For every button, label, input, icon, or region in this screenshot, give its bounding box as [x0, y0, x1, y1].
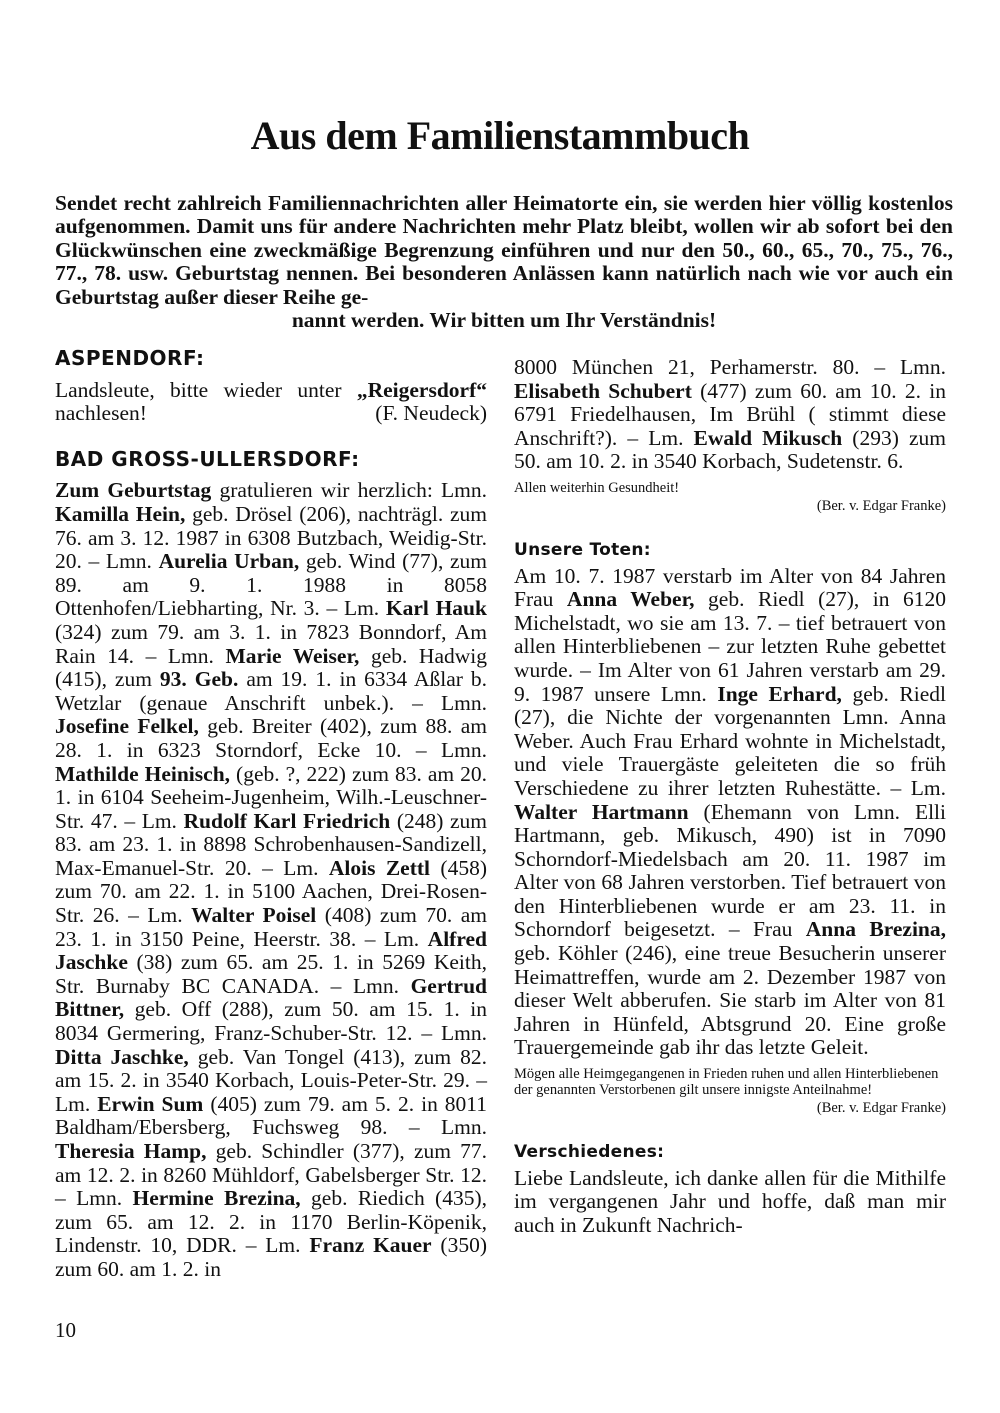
- section-heading-verschiedenes: Verschiedenes:: [514, 1142, 665, 1163]
- page-number: 10: [55, 1318, 76, 1342]
- intro-text-last: nannt werden. Wir bitten um Ihr Verständnis!: [291, 308, 717, 333]
- birthday-signature: (Ber. v. Edgar Franke): [816, 497, 946, 514]
- section-heading-aspendorf: ASPENDORF:: [55, 346, 205, 370]
- aspendorf-paragraph: Landsleute, bitte wieder unter „Reigersdorf“ nachlesen!: [55, 377, 487, 426]
- misc-paragraph: Liebe Landsleute, ich danke allen für die Mithilfe im vergangenen Jahr und hoffe, daß man mir auch in Zukunft Nachrich-: [514, 1165, 946, 1237]
- section-heading-bad-gross-ullersdorf: BAD GROSS-ULLERSDORF:: [55, 446, 360, 471]
- left-column: [55, 347, 487, 1282]
- obituary-paragraph: Am 10. 7. 1987 verstarb im Alter von 84 Jahren Frau Anna Weber, geb. Riedl (27), in 6120 Michelstadt, wo sie am 13. 7. – tief betrauert von allen Hinterbliebenen – zur letzten Ruhe gebettet wurde. – Im Alter von 61 Jahren verstarb am 29. 9. 1987 unsere Lmn. Inge Erhard, geb. Riedl (27), die Nichte der vorgenannten Lmn. Anna Weber. Auch Frau Erhard wohnte in Michelstadt, und viele Trauergäste geleiteten die so früh Verschiedene zu ihrer letzten Ruhestätte. – Lm. Walter Hartmann (Ehemann von Lmn. Elli Hartmann, geb. Mikusch, 490) ist in 7090 Schorndorf-Miedelsbach am 20. 11. 1987 im Alter von 68 Jahren verstorben. Tief betrauert von den Hinterbliebenen wurde er am 23. 11. in Schorndorf beigesetzt. – Frau Anna Brezina, geb. Köhler (246), eine treue Besucherin unserer Heimattreffen, wurde am 2. Dezember 1987 von dieser Welt abberufen. Sie starb im Alter von 81 Jahren in Hünfeld, Abtsgrund 20. Eine große Trauergemeinde gab ihr das letzte Geleit.: [514, 563, 946, 1060]
- birthday-paragraph: Zum Geburtstag gratulieren wir herzlich: Lmn. Kamilla Hein, geb. Drösel (206), nachträgl. zum 76. am 3. 12. 1987 in 6308 Butzbach, Weidig-Str. 20. – Lmn. Aurelia Urban, geb. Wind (77), zum 89. am 9. 1. 1988 in 8058 Ottenhofen/Liebharting, Nr. 3. – Lm. Karl Hauk (324) zum 79. am 3. 1. in 7823 Bonndorf, Am Rain 14. – Lmn. Marie Weiser, geb. Hadwig (415), zum 93. Geb. am 19. 1. in 6334 Aßlar b. Wetzlar (genaue Anschrift unbek.). – Lmn. Josefine Felkel, geb. Breiter (402), zum 88. am 28. 1. in 6323 Storndorf, Ecke 10. – Lmn. Mathilde Heinisch, (geb. ?, 222) zum 83. am 20. 1. in 6104 Seeheim-Jugenheim, Wilh.-Leuschner-Str. 47. – Lm. Rudolf Karl Friedrich (248) zum 83. am 23. 1. in 8898 Schrobenhausen-Sandizell, Max-Emanuel-Str. 20. – Lm. Alois Zettl (458) zum 70. am 22. 1. in 5100 Aachen, Drei-Rosen-Str. 26. – Lm. Walter Poisel (408) zum 70. am 23. 1. in 3150 Peine, Heerstr. 38. – Lm. Alfred Jaschke (38) zum 65. am 25. 1. in 5269 Keith, Str. Burnaby BC CANADA. – Lmn. Gertrud Bittner, geb. Off (288), zum 50. am 15. 1. in 8034 Germering, Franz-Schuber-Str. 12. – Lmn. Ditta Jaschke, geb. Van Tongel (413), zum 82. am 15. 2. in 3540 Korbach, Louis-Peter-Str. 29. – Lm. Erwin Sum (405) zum 79. am 5. 2. in 8011 Baldham/Ebersberg, Fuchsweg 98. – Lmn. Theresia Hamp, geb. Schindler (377), zum 77. am 12. 2. in 8260 Mühldorf, Gabelsberger Str. 12. – Lmn. Hermine Brezina, geb. Riedich (435), zum 65. am 12. 2. in 1170 Berlin-Köpenik, Lindenstr. 10, DDR. – Lm. Franz Kauer (350) zum 60. am 1. 2. in: [55, 478, 488, 1281]
- intro-text: Sendet recht zahlreich Familiennachrichten aller Heimatorte ein, sie werden hier völlig kostenlos aufgenommen. Damit uns für andere Nachrichten mehr Platz bleibt, wollen wir ab sofort bei den Glückwünschen eine zweckmäßige Begrenzung einführen und nur den 50., 60., 65., 70., 75., 76., 77., 78. usw. Geburtstag nennen. Bei besonderen Anlässen kann natürlich nach wie vor auch ein Geburtstag außer dieser Reihe ge-: [55, 191, 953, 309]
- birthday-paragraph-continued: 8000 München 21, Perhamerstr. 80. – Lmn. Elisabeth Schubert (477) zum 60. am 10. 2. in 6791 Friedelhausen, Im Brühl ( stimmt diese Anschrift?). – Lm. Ewald Mikusch (293) zum 50. am 10. 2. in 3540 Korbach, Sudetenstr. 6.: [514, 355, 947, 474]
- section-heading-unsere-toten: Unsere Toten:: [514, 539, 651, 560]
- page-title: Aus dem Familienstammbuch: [250, 113, 750, 158]
- birthday-wish: Allen weiterhin Gesundheit!: [514, 479, 680, 496]
- obituary-signature: (Ber. v. Edgar Franke): [816, 1100, 946, 1117]
- right-column: [514, 356, 946, 1237]
- aspendorf-signature: (F. Neudeck): [375, 401, 487, 426]
- condolence-note: Mögen alle Heimgegangenen in Frieden ruhen und allen Hinterbliebenen der genannten Verstorbenen gilt unsere innigste Anteilnahme!: [514, 1066, 939, 1099]
- intro-notice: [55, 192, 953, 332]
